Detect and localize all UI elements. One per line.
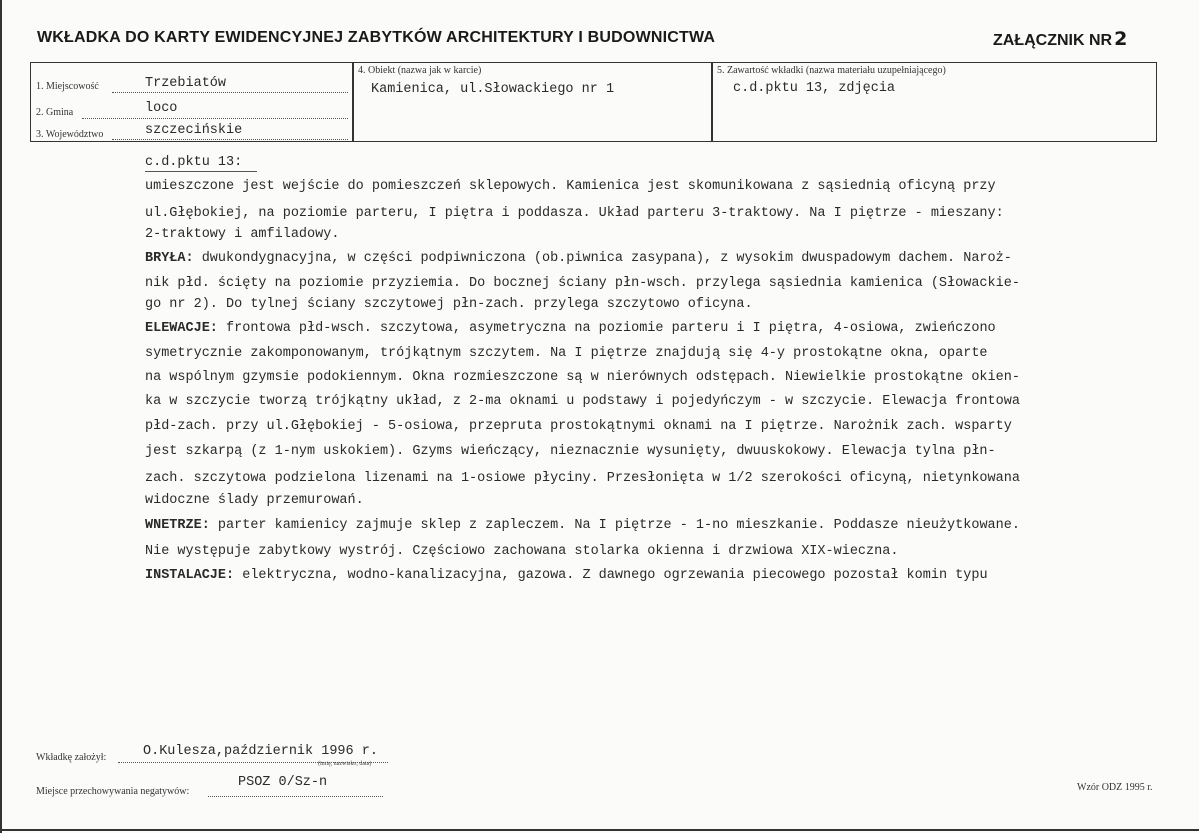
- voivodeship-value: szczecińskie: [145, 123, 243, 138]
- info-box-divider-2: [711, 62, 713, 142]
- body-line: umieszczone jest wejście do pomieszczeń sklepowych. Kamienica jest skomunikowana z sąsiednią oficyną przy: [145, 179, 996, 194]
- elewacje-line: ka w szczycie tworzą trójkątny układ, z 2-ma oknami u podstawy i pojedyńczym - w szczycie. Elewacja frontowa: [145, 394, 1020, 409]
- elewacje-keyword: ELEWACJE:: [145, 321, 218, 336]
- elewacje-line: zach. szczytowa podzielona lizenami na 1-osiowe płyciny. Przesłonięta w 1/2 szerokości oficyną, nietynkowana: [145, 471, 1020, 486]
- storage-value: PSOZ 0/Sz-n: [238, 775, 328, 790]
- wnetrze-text: parter kamienicy zajmuje sklep z zapleczem. Na I piętrze - 1-no mieszkanie. Poddasze nieużytkowane.: [209, 518, 1020, 533]
- body-line: 2-traktowy i amfiladowy.: [145, 227, 340, 242]
- bryla-line: [145, 248, 1012, 270]
- elewacje-line: jest szkarpą (z 1-nym uskokiem). Gzyms wieńczący, nieznacznie wysunięty, dwuuskokowy. Elewacja tylna płn-: [145, 444, 996, 459]
- object-label: 4. Obiekt (nazwa jak w karcie): [358, 65, 482, 76]
- page-edge-bottom: [0, 829, 1199, 831]
- voivodeship-label: 3. Województwo: [36, 129, 104, 140]
- wnetrze-line: Nie występuje zabytkowy wystrój. Częściowo zachowana stolarka okienna i drzwiowa XIX-wieczna.: [145, 544, 899, 559]
- author-label: Wkładkę założył:: [36, 752, 107, 763]
- body-line: ul.Głębokiej, na poziomie parteru, I piętra i poddasza. Układ parteru 3-traktowy. Na I piętrze - mieszany:: [145, 206, 1004, 221]
- commune-label: 2. Gmina: [36, 107, 74, 118]
- body-heading: c.d.pktu 13:: [145, 155, 243, 170]
- locality-dotline: [112, 92, 348, 93]
- page-edge-left: [0, 0, 2, 833]
- bryla-keyword: BRYŁA:: [145, 251, 194, 266]
- voivodeship-dotline: [112, 139, 348, 140]
- instalacje-text: elektryczna, wodno-kanalizacyjna, gazowa. Z dawnego ogrzewania piecowego pozostał komin typu: [234, 568, 988, 583]
- wnetrze-line: [145, 515, 1020, 537]
- elewacje-line: na wspólnym gzymsie podokiennym. Okna rozmieszczone są w nierównych odstępach. Niewielkie prostokątne okien-: [145, 370, 1020, 385]
- content-value: c.d.pktu 13, zdjęcia: [733, 81, 896, 96]
- elewacje-line: płd-zach. przy ul.Głębokiej - 5-osiowa, przepruta prostokątnymi oknami na I piętrze. Narożnik zach. wsparty: [145, 419, 1012, 434]
- storage-dotline: [208, 796, 383, 797]
- author-value: O.Kulesza,październik 1996 r.: [143, 744, 378, 759]
- bryla-line: go nr 2). Do tylnej ściany szczytowej płn-zach. przylega szczytowo oficyna.: [145, 297, 753, 312]
- form-version: Wzór ODZ 1995 r.: [1077, 782, 1153, 793]
- annex-number: 2: [1114, 28, 1128, 50]
- author-hint: (imię, nazwisko, data): [318, 761, 372, 767]
- annex-label-text: ZAŁĄCZNIK NR: [993, 32, 1113, 49]
- heading-underline: [145, 171, 257, 172]
- object-value: Kamienica, ul.Słowackiego nr 1: [371, 82, 615, 97]
- instalacje-line: [145, 565, 988, 587]
- bryla-text: dwukondygnacyjna, w części podpiwniczona (ob.piwnica zasypana), z wysokim dwuspadowym dachem. Naroż-: [193, 251, 1012, 266]
- storage-label: Miejsce przechowywania negatywów:: [36, 786, 190, 797]
- wnetrze-keyword: WNETRZE:: [145, 518, 210, 533]
- bryla-line: nik płd. ścięty na poziomie przyziemia. Do bocznej ściany płn-wsch. przylega sąsiednia kamienica (Słowackie-: [145, 276, 1020, 291]
- form-title: WKŁADKA DO KARTY EWIDENCYJNEJ ZABYTKÓW ARCHITEKTURY I BUDOWNICTWA: [37, 29, 716, 46]
- commune-dotline: [82, 118, 348, 119]
- instalacje-keyword: INSTALACJE:: [145, 568, 235, 583]
- elewacje-line: [145, 318, 996, 340]
- elewacje-line: symetrycznie zakomponowanym, trójkątnym szczytem. Na I piętrze znajdują się 4-y prostokątne okna, oparte: [145, 346, 988, 361]
- locality-value: Trzebiatów: [145, 76, 227, 91]
- commune-value: loco: [145, 101, 178, 116]
- annex-label: [993, 28, 1127, 50]
- content-label: 5. Zawartość wkładki (nazwa materiału uzupełniającego): [717, 65, 946, 76]
- elewacje-line: widoczne ślady przemurowań.: [145, 493, 364, 508]
- info-box-divider-1: [352, 62, 354, 142]
- locality-label: 1. Miejscowość: [36, 81, 99, 92]
- elewacje-text: frontowa płd-wsch. szczytowa, asymetryczna na poziomie parteru i I piętra, 4-osiowa, zwieńczono: [217, 321, 996, 336]
